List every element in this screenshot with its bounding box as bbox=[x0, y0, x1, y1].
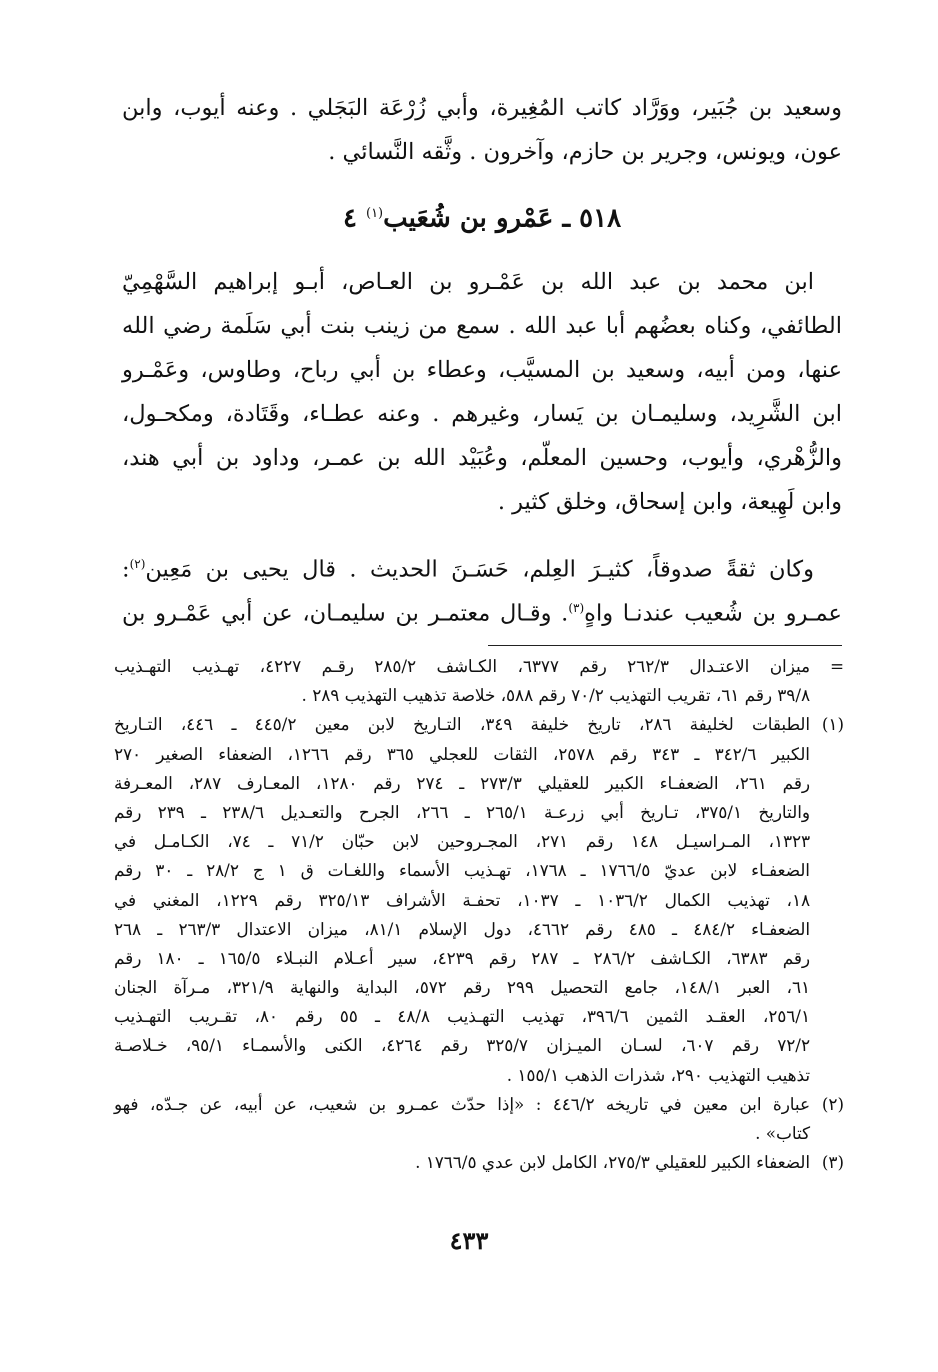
text-line: الطائفي، وكناه بعضُهم أبا عبد الله . سمع من زينب بنت أبي سَلَمة رضي الله bbox=[122, 313, 842, 339]
footnote-line: كتاب» . bbox=[755, 1123, 810, 1143]
footnote-line: ١٨، تهذيب الكمال ١٠٣٦/٢ ـ ١٠٣٧، تحفـة الأشراف ٣٢٥/١٣ رقم ١٢٢٩، المغني في bbox=[114, 889, 811, 910]
text-line bbox=[122, 542, 842, 586]
footnote-line: ميزان الاعتـدال ٢٦٢/٣ رقم ٦٣٧٧، الكـاشف ٢٨٥/٢ رقـم ٤٢٢٧، تهـذيب التهـذيب bbox=[114, 656, 811, 676]
footnote-mark: (٣) bbox=[821, 1152, 844, 1173]
footnote-line: الطبقات لخليفة ٢٨٦، تاريخ خليفة ٣٤٩، التـاريخ لابن معين ٤٤٥/٢ ـ ٤٤٦، التـاريخ bbox=[114, 714, 810, 735]
footnote-line: ٣٩/٨ رقم ٦١، تقريب التهذيب ٧٠/٢ رقم ٥٨٨، خلاصة تذهيب التهذيب ٢٨٩ . bbox=[301, 685, 810, 706]
entry-title: ٥١٨ ـ عَمْرو بن شُعَيب bbox=[383, 203, 622, 234]
footnote-3 bbox=[114, 1148, 844, 1177]
footnote-separator bbox=[488, 645, 842, 646]
entry-code: ٤ bbox=[342, 203, 357, 234]
text-line: عنها، ومن أبيه، وسعيد بن المسيَّب، وعطاء بن أبي رباح، وطاوس، وعَمْـرو bbox=[122, 357, 842, 383]
footnote-line: الضعفـاء ٤٨٤/٢ ـ ٤٨٥ رقم ٤٦٦٢، دول الإسلام ٨١/١، ميزان الاعتدال ٢٦٣/٣ ـ ٢٦٨ bbox=[114, 918, 810, 939]
text-line bbox=[122, 586, 842, 630]
footnote-line: رقم ٢٦١، الضعفـاء الكبير للعقيلي ٢٧٣/٣ ـ ٢٧٤ رقم ١٢٨٠، المعـارف ٢٨٧، المعـرفة bbox=[114, 772, 810, 793]
entry-heading bbox=[122, 192, 842, 241]
footnote-ref[interactable]: (٢) bbox=[129, 557, 146, 571]
footnote-line: تذهيب التهذيب ٢٩٠، شذرات الذهب ١٥٥/١ . bbox=[506, 1064, 810, 1085]
text-segment: : bbox=[122, 556, 130, 583]
footnote-carryover bbox=[114, 652, 844, 710]
page-number: ٤٣٣ bbox=[449, 1226, 489, 1255]
text-line: عون، ويونس، وجرير بن حازم، وآخرون . وثَّقه النَّسائي . bbox=[328, 139, 842, 165]
text-line: ابن محمد بن عبد الله بن عَمْـرو بن العـاص، أبـو إبراهيم السَّهْمِيّ bbox=[122, 269, 814, 295]
text-segment: . وقـال معتمـر بن سليمـان، عن أبي عَمْـرو بن bbox=[122, 600, 569, 627]
footnote-line: والتاريخ ٣٧٥/١، تـاريخ أبي زرعـة ٢٦٥/١ ـ ٢٦٦، الجرح والتعـديل ٢٣٨/٦ ـ ٢٣٩ رقم bbox=[114, 801, 810, 822]
assessment-paragraph bbox=[122, 542, 842, 630]
text-line: ابن الشَّرِيد، وسليمـان بن يَسار، وغيرهم . وعنه عطـاء، وقَتَادة، ومكحـول، bbox=[122, 401, 842, 427]
footnote-line: ٢٥٦/١، العقـد الثمين ٣٩٦/٦، تهذيب التهـذيب ٤٨/٨ ـ ٥٥ رقم ٨٠، تقـريب التهـذيب bbox=[114, 1006, 810, 1027]
footnote-line: ٦١، العبر ١٤٨/١، جامع التحصيل ٢٩٩ رقم ٥٧٢، البداية والنهاية ٣٢١/٩، مـرآة الجنان bbox=[114, 977, 811, 998]
footnote-1 bbox=[114, 710, 844, 1089]
footnote-ref[interactable]: (١) bbox=[365, 206, 384, 221]
footnotes bbox=[114, 652, 844, 1177]
footnote-mark: (١) bbox=[821, 714, 844, 735]
footnote-line: رقم ٦٣٨٣، الكـاشف ٢٨٦/٢ ـ ٢٨٧ رقم ٤٢٣٩، سير أعـلام النبـلاء ١٦٥/٥ ـ ١٨٠ رقم bbox=[114, 947, 811, 968]
footnote-2 bbox=[114, 1090, 844, 1148]
footnote-mark: (٢) bbox=[821, 1093, 844, 1114]
footnote-line: الكبير ٣٤٢/٦ ـ ٣٤٣ رقم ٢٥٧٨، الثقات للعجلي ٣٦٥ رقم ١٢٦٦، الضعفاء الصغير ٢٧٠ bbox=[114, 743, 810, 764]
footnote-mark: = bbox=[829, 656, 844, 676]
footnote-line: عبارة ابن معين في تاريخه ٤٤٦/٢ : «إذا حدّث عمـرو بن شعيب، عن أبيه، عن جـدّه، فهو bbox=[114, 1093, 810, 1114]
text-segment: وكان ثقةً صدوقاً، كثيـرَ العِلم، حَسَـنَ الحديث . قال يحيى بن مَعِين bbox=[145, 556, 814, 583]
footnote-line: ٧٢/٢ رقم ٦٠٧، لسـان الميـزان ٣٢٥/٧ رقم ٤٢٦٤، الكنى والأسمـاء ٩٥/١، خـلاصـة bbox=[114, 1035, 810, 1056]
text-line: وابن لَهِيعة، وابن إسحاق، وخلق كثير . bbox=[497, 489, 842, 515]
footnote-line: ١٣٢٣، المـراسيـل ١٤٨ رقم ٢٧١، المجـروحين لابن حبّان ٧١/٢ ـ ٧٤، الكـامـل في bbox=[114, 831, 810, 852]
text-line: والزُّهْري، وأيوب، وحسين المعلّم، وعُبَيْد الله بن عمـر، وداود بن أبي هند، bbox=[122, 445, 842, 471]
footnote-ref[interactable]: (٣) bbox=[568, 601, 585, 615]
text-line: وسعيد بن جُبَير، ووَرَّاد كاتب المُغِيرة، وأبي زُرْعَة البَجَلي . وعنه أيوب، وابن bbox=[122, 95, 842, 121]
text-segment: عمـرو بن شُعيب عندنـا واهٍ bbox=[584, 600, 842, 627]
continuation-text bbox=[122, 86, 842, 174]
footnote-line: الضعفاء الكبير للعقيلي ٢٧٥/٣، الكامل لابن عدي ١٧٦٦/٥ . bbox=[415, 1152, 810, 1173]
footnote-line: الضعفـاء لابن عديّ ١٧٦٦/٥ ـ ١٧٦٨، تهـذيب الأسماء واللغـات ق ١ ج ٢٨/٢ ـ ٣٠ رقم bbox=[114, 860, 810, 881]
biography-paragraph bbox=[122, 260, 842, 524]
